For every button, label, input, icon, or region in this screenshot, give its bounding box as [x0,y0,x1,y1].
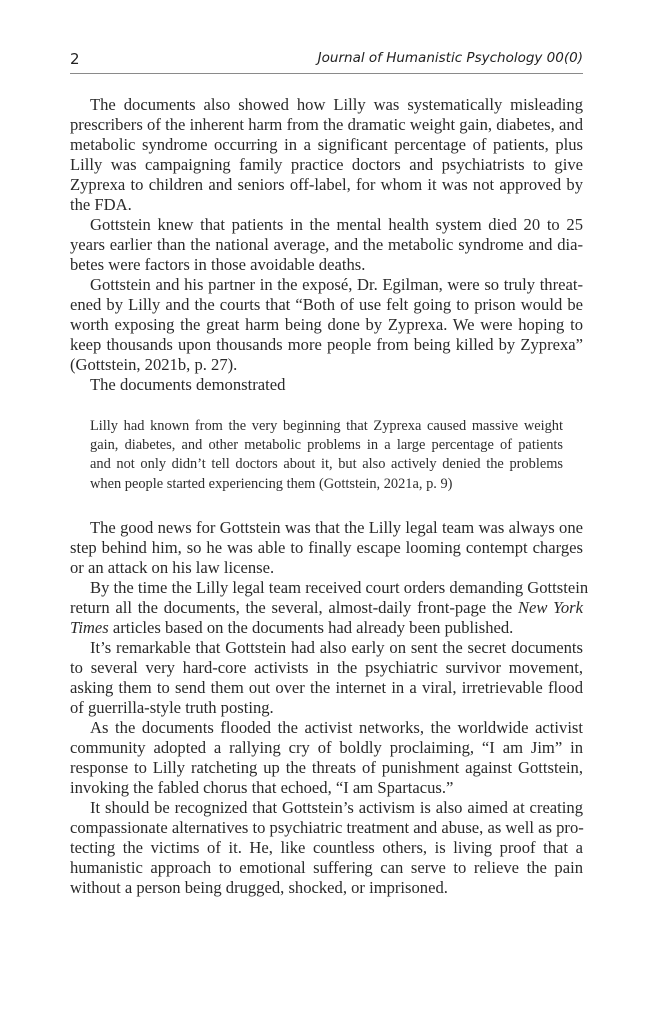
publication-title: New York [517,597,584,617]
text-line: Gottstein and his partner in the exposé, Dr. Egilman, were so truly threat- [90,275,583,294]
text-line: without a person being drugged, shocked, or imprisoned. [70,877,448,897]
paragraph-3 [70,275,583,375]
quote-line: when people started experiencing them (Gottstein, 2021a, p. 9) [90,475,453,492]
paragraph-2 [70,215,583,275]
text-line: It’s remarkable that Gottstein had also early on sent the secret documents [90,637,583,657]
text-line: compassionate alternatives to psychiatric treatment and abuse, as well as pro- [70,817,584,837]
text-line: The documents demonstrated [90,375,286,394]
journal-title: Journal of Humanistic Psychology 00(0) [317,50,583,66]
text-line: of guerrilla-style truth posting. [70,697,274,717]
text-line: By the time the Lilly legal team received court orders demanding Gottstein [90,577,589,597]
text-line: prescribers of the inherent harm from the dramatic weight gain, diabetes, and [70,115,583,134]
text-line: the FDA. [70,195,132,214]
text-line: or an attack on his law license. [70,557,275,577]
block-quote [90,417,563,494]
text-line: The good news for Gottstein was that the Lilly legal team was always one [90,517,583,537]
text-line [70,618,583,638]
text-line: worth exposing the great harm being done by Zyprexa. We were hoping to [70,315,583,334]
paragraph-8 [70,718,583,798]
publication-title: Times [70,617,109,637]
text-line: invoking the fabled chorus that echoed, “I am Spartacus.” [70,777,454,797]
text-line: It should be recognized that Gottstein’s activism is also aimed at creating [90,797,583,817]
paragraph-4 [70,375,583,395]
text-line [70,598,583,618]
text-line: Gottstein knew that patients in the mental health system died 20 to 25 [90,215,583,234]
header-rule [70,73,583,74]
text-line: (Gottstein, 2021b, p. 27). [70,355,238,374]
text-line: betes were factors in those avoidable deaths. [70,255,366,274]
page-number: 2 [70,50,80,68]
paragraph-5 [70,518,583,578]
text-line: to several very hard-core activists in the psychiatric survivor movement, [70,657,583,677]
text-line: community adopted a rallying cry of boldly proclaiming, “I am Jim” in [70,737,583,757]
body-text [70,95,589,898]
paragraph-9 [70,798,583,898]
text-line: step behind him, so he was able to finally escape looming contempt charges [70,537,583,557]
text-line: asking them to send them out over the internet in a viral, irretrievable flood [70,677,583,697]
quote-line: gain, diabetes, and other metabolic problems in a large percentage of patients [90,437,563,454]
text-line: As the documents flooded the activist networks, the worldwide activist [90,717,583,737]
text-line: tecting the victims of it. He, like countless others, is living proof that a [70,837,583,857]
text-run: return all the documents, the several, almost-daily front-page the [70,597,518,617]
text-line: Lilly was campaigning family practice doctors and psychiatrists to give [70,155,583,174]
text-line: metabolic syndrome occurring in a significant percentage of patients, plus [70,135,583,154]
text-line: years earlier than the national average, and the metabolic syndrome and dia- [70,235,583,254]
quote-line: Lilly had known from the very beginning that Zyprexa caused massive weight [90,418,563,434]
paragraph-6 [70,577,589,638]
text-line: The documents also showed how Lilly was systematically misleading [90,95,583,114]
text-line: keep thousands upon thousands more people from being killed by Zyprexa” [70,335,583,354]
text-run: articles based on the documents had already been published. [108,617,514,637]
text-line: Zyprexa to children and seniors off-label, for whom it was not approved by [70,175,583,194]
quote-line: and not only didn’t tell doctors about it, but also actively denied the problems [90,456,563,473]
text-line: humanistic approach to emotional suffering can serve to relieve the pain [70,857,583,877]
paragraph-1 [70,95,583,215]
text-line: ened by Lilly and the courts that “Both of use felt going to prison would be [70,295,583,314]
running-header [70,50,583,70]
text-line: response to Lilly ratcheting up the threats of punishment against Gottstein, [70,757,583,777]
paragraph-7 [70,638,583,718]
